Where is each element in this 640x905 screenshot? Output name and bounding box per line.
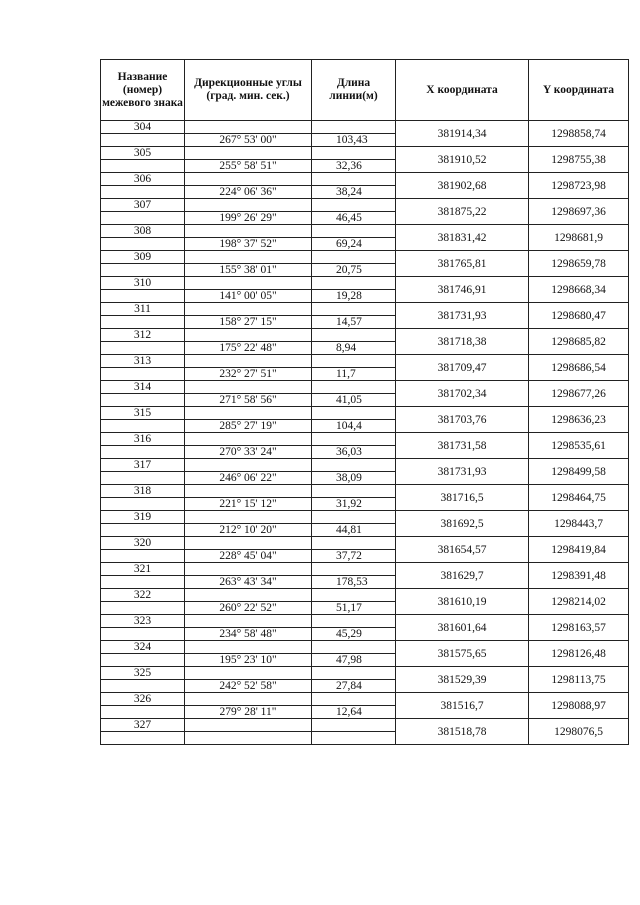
table-row [101, 485, 629, 498]
direction-angle-cell: 242° 52' 58" [185, 680, 312, 693]
name-spacer-cell [101, 134, 185, 147]
x-coordinate-cell: 381875,22 [396, 199, 529, 225]
name-spacer-cell [101, 394, 185, 407]
line-length-cell: 46,45 [312, 212, 396, 225]
x-coordinate-cell: 381692,5 [396, 511, 529, 537]
y-coordinate-cell: 1298858,74 [529, 121, 629, 147]
length-spacer-cell [312, 563, 396, 576]
x-coordinate-cell: 381610,19 [396, 589, 529, 615]
table-row [101, 355, 629, 368]
table-row [101, 225, 629, 238]
angle-spacer-cell [185, 563, 312, 576]
length-spacer-cell [312, 173, 396, 186]
name-spacer-cell [101, 654, 185, 667]
y-coordinate-cell: 1298755,38 [529, 147, 629, 173]
table-row [101, 719, 629, 732]
header-length: Длина линии(м) [312, 60, 396, 121]
x-coordinate-cell: 381765,81 [396, 251, 529, 277]
point-name-cell: 312 [101, 329, 185, 342]
direction-angle-cell [185, 732, 312, 745]
table-row [101, 433, 629, 446]
direction-angle-cell: 228° 45' 04" [185, 550, 312, 563]
point-name-cell: 307 [101, 199, 185, 212]
angle-spacer-cell [185, 719, 312, 732]
direction-angle-cell: 234° 58' 48" [185, 628, 312, 641]
name-spacer-cell [101, 732, 185, 745]
line-length-cell: 104,4 [312, 420, 396, 433]
length-spacer-cell [312, 667, 396, 680]
table-row [101, 251, 629, 264]
x-coordinate-cell: 381529,39 [396, 667, 529, 693]
name-spacer-cell [101, 472, 185, 485]
direction-angle-cell: 141° 00' 05" [185, 290, 312, 303]
name-spacer-cell [101, 550, 185, 563]
x-coordinate-cell: 381703,76 [396, 407, 529, 433]
name-spacer-cell [101, 290, 185, 303]
direction-angle-cell: 195° 23' 10" [185, 654, 312, 667]
point-name-cell: 311 [101, 303, 185, 316]
name-spacer-cell [101, 264, 185, 277]
header-x: X координата [396, 60, 529, 121]
point-name-cell: 318 [101, 485, 185, 498]
x-coordinate-cell: 381910,52 [396, 147, 529, 173]
name-spacer-cell [101, 420, 185, 433]
direction-angle-cell: 232° 27' 51" [185, 368, 312, 381]
direction-angle-cell: 271° 58' 56" [185, 394, 312, 407]
table-row [101, 381, 629, 394]
x-coordinate-cell: 381709,47 [396, 355, 529, 381]
x-coordinate-cell: 381731,93 [396, 459, 529, 485]
point-name-cell: 308 [101, 225, 185, 238]
line-length-cell: 38,24 [312, 186, 396, 199]
point-name-cell: 316 [101, 433, 185, 446]
direction-angle-cell: 285° 27' 19" [185, 420, 312, 433]
y-coordinate-cell: 1298723,98 [529, 173, 629, 199]
angle-spacer-cell [185, 459, 312, 472]
direction-angle-cell: 175° 22' 48" [185, 342, 312, 355]
x-coordinate-cell: 381629,7 [396, 563, 529, 589]
angle-spacer-cell [185, 225, 312, 238]
y-coordinate-cell: 1298697,36 [529, 199, 629, 225]
angle-spacer-cell [185, 407, 312, 420]
line-length-cell: 8,94 [312, 342, 396, 355]
line-length-cell [312, 732, 396, 745]
line-length-cell: 31,92 [312, 498, 396, 511]
length-spacer-cell [312, 251, 396, 264]
length-spacer-cell [312, 589, 396, 602]
direction-angle-cell: 270° 33' 24" [185, 446, 312, 459]
table-row [101, 173, 629, 186]
angle-spacer-cell [185, 485, 312, 498]
angle-spacer-cell [185, 121, 312, 134]
angle-spacer-cell [185, 199, 312, 212]
header-angle: Дирекционные углы (град. мин. сек.) [185, 60, 312, 121]
direction-angle-cell: 221° 15' 12" [185, 498, 312, 511]
y-coordinate-cell: 1298677,26 [529, 381, 629, 407]
point-name-cell: 317 [101, 459, 185, 472]
x-coordinate-cell: 381831,42 [396, 225, 529, 251]
point-name-cell: 304 [101, 121, 185, 134]
boundary-coordinates-table [100, 59, 629, 745]
point-name-cell: 306 [101, 173, 185, 186]
angle-spacer-cell [185, 329, 312, 342]
table-body [101, 121, 629, 745]
line-length-cell: 45,29 [312, 628, 396, 641]
y-coordinate-cell: 1298076,5 [529, 719, 629, 745]
angle-spacer-cell [185, 303, 312, 316]
direction-angle-cell: 224° 06' 36" [185, 186, 312, 199]
direction-angle-cell: 199° 26' 29" [185, 212, 312, 225]
line-length-cell: 36,03 [312, 446, 396, 459]
point-name-cell: 320 [101, 537, 185, 550]
y-coordinate-cell: 1298685,82 [529, 329, 629, 355]
y-coordinate-cell: 1298088,97 [529, 693, 629, 719]
point-name-cell: 314 [101, 381, 185, 394]
angle-spacer-cell [185, 589, 312, 602]
line-length-cell: 37,72 [312, 550, 396, 563]
table-row [101, 511, 629, 524]
x-coordinate-cell: 381575,65 [396, 641, 529, 667]
line-length-cell: 12,64 [312, 706, 396, 719]
direction-angle-cell: 267° 53' 00" [185, 134, 312, 147]
x-coordinate-cell: 381702,34 [396, 381, 529, 407]
name-spacer-cell [101, 212, 185, 225]
y-coordinate-cell: 1298535,61 [529, 433, 629, 459]
table-row [101, 329, 629, 342]
name-spacer-cell [101, 316, 185, 329]
name-spacer-cell [101, 238, 185, 251]
x-coordinate-cell: 381902,68 [396, 173, 529, 199]
point-name-cell: 319 [101, 511, 185, 524]
table-row [101, 407, 629, 420]
y-coordinate-cell: 1298668,34 [529, 277, 629, 303]
length-spacer-cell [312, 641, 396, 654]
direction-angle-cell: 158° 27' 15" [185, 316, 312, 329]
line-length-cell: 20,75 [312, 264, 396, 277]
x-coordinate-cell: 381746,91 [396, 277, 529, 303]
x-coordinate-cell: 381716,5 [396, 485, 529, 511]
name-spacer-cell [101, 602, 185, 615]
y-coordinate-cell: 1298113,75 [529, 667, 629, 693]
length-spacer-cell [312, 225, 396, 238]
direction-angle-cell: 246° 06' 22" [185, 472, 312, 485]
y-coordinate-cell: 1298681,9 [529, 225, 629, 251]
name-spacer-cell [101, 524, 185, 537]
angle-spacer-cell [185, 641, 312, 654]
y-coordinate-cell: 1298636,23 [529, 407, 629, 433]
direction-angle-cell: 155° 38' 01" [185, 264, 312, 277]
y-coordinate-cell: 1298214,02 [529, 589, 629, 615]
table-row [101, 615, 629, 628]
length-spacer-cell [312, 511, 396, 524]
name-spacer-cell [101, 342, 185, 355]
line-length-cell: 41,05 [312, 394, 396, 407]
table-row [101, 277, 629, 290]
length-spacer-cell [312, 121, 396, 134]
table-row [101, 693, 629, 706]
x-coordinate-cell: 381601,64 [396, 615, 529, 641]
line-length-cell: 11,7 [312, 368, 396, 381]
y-coordinate-cell: 1298163,57 [529, 615, 629, 641]
line-length-cell: 103,43 [312, 134, 396, 147]
line-length-cell: 14,57 [312, 316, 396, 329]
name-spacer-cell [101, 706, 185, 719]
length-spacer-cell [312, 693, 396, 706]
table-row [101, 147, 629, 160]
angle-spacer-cell [185, 615, 312, 628]
line-length-cell: 19,28 [312, 290, 396, 303]
y-coordinate-cell: 1298391,48 [529, 563, 629, 589]
x-coordinate-cell: 381516,7 [396, 693, 529, 719]
line-length-cell: 47,98 [312, 654, 396, 667]
line-length-cell: 27,84 [312, 680, 396, 693]
x-coordinate-cell: 381731,58 [396, 433, 529, 459]
length-spacer-cell [312, 381, 396, 394]
x-coordinate-cell: 381731,93 [396, 303, 529, 329]
x-coordinate-cell: 381654,57 [396, 537, 529, 563]
length-spacer-cell [312, 433, 396, 446]
direction-angle-cell: 198° 37' 52" [185, 238, 312, 251]
y-coordinate-cell: 1298126,48 [529, 641, 629, 667]
name-spacer-cell [101, 680, 185, 693]
point-name-cell: 326 [101, 693, 185, 706]
y-coordinate-cell: 1298680,47 [529, 303, 629, 329]
y-coordinate-cell: 1298659,78 [529, 251, 629, 277]
line-length-cell: 178,53 [312, 576, 396, 589]
header-y: Y координата [529, 60, 629, 121]
line-length-cell: 32,36 [312, 160, 396, 173]
angle-spacer-cell [185, 537, 312, 550]
table-row [101, 121, 629, 134]
point-name-cell: 313 [101, 355, 185, 368]
angle-spacer-cell [185, 251, 312, 264]
length-spacer-cell [312, 485, 396, 498]
name-spacer-cell [101, 160, 185, 173]
length-spacer-cell [312, 199, 396, 212]
length-spacer-cell [312, 719, 396, 732]
point-name-cell: 322 [101, 589, 185, 602]
point-name-cell: 323 [101, 615, 185, 628]
header-name: Название (номер) межевого знака [101, 60, 185, 121]
direction-angle-cell: 260° 22' 52" [185, 602, 312, 615]
name-spacer-cell [101, 368, 185, 381]
point-name-cell: 327 [101, 719, 185, 732]
name-spacer-cell [101, 628, 185, 641]
angle-spacer-cell [185, 667, 312, 680]
length-spacer-cell [312, 355, 396, 368]
point-name-cell: 325 [101, 667, 185, 680]
name-spacer-cell [101, 498, 185, 511]
x-coordinate-cell: 381914,34 [396, 121, 529, 147]
angle-spacer-cell [185, 381, 312, 394]
direction-angle-cell: 255° 58' 51" [185, 160, 312, 173]
point-name-cell: 310 [101, 277, 185, 290]
x-coordinate-cell: 381718,38 [396, 329, 529, 355]
length-spacer-cell [312, 329, 396, 342]
x-coordinate-cell: 381518,78 [396, 719, 529, 745]
line-length-cell: 69,24 [312, 238, 396, 251]
table-header-row [101, 60, 629, 121]
table-row [101, 667, 629, 680]
angle-spacer-cell [185, 511, 312, 524]
table-row [101, 459, 629, 472]
line-length-cell: 51,17 [312, 602, 396, 615]
angle-spacer-cell [185, 693, 312, 706]
length-spacer-cell [312, 277, 396, 290]
direction-angle-cell: 263° 43' 34" [185, 576, 312, 589]
length-spacer-cell [312, 407, 396, 420]
point-name-cell: 305 [101, 147, 185, 160]
name-spacer-cell [101, 576, 185, 589]
angle-spacer-cell [185, 173, 312, 186]
length-spacer-cell [312, 303, 396, 316]
y-coordinate-cell: 1298686,54 [529, 355, 629, 381]
table-row [101, 641, 629, 654]
table-row [101, 303, 629, 316]
angle-spacer-cell [185, 147, 312, 160]
point-name-cell: 315 [101, 407, 185, 420]
y-coordinate-cell: 1298419,84 [529, 537, 629, 563]
length-spacer-cell [312, 537, 396, 550]
y-coordinate-cell: 1298499,58 [529, 459, 629, 485]
y-coordinate-cell: 1298443,7 [529, 511, 629, 537]
direction-angle-cell: 279° 28' 11" [185, 706, 312, 719]
direction-angle-cell: 212° 10' 20" [185, 524, 312, 537]
y-coordinate-cell: 1298464,75 [529, 485, 629, 511]
table-row [101, 199, 629, 212]
table-row [101, 563, 629, 576]
point-name-cell: 324 [101, 641, 185, 654]
angle-spacer-cell [185, 433, 312, 446]
name-spacer-cell [101, 186, 185, 199]
table-row [101, 589, 629, 602]
length-spacer-cell [312, 459, 396, 472]
length-spacer-cell [312, 147, 396, 160]
point-name-cell: 321 [101, 563, 185, 576]
angle-spacer-cell [185, 277, 312, 290]
point-name-cell: 309 [101, 251, 185, 264]
angle-spacer-cell [185, 355, 312, 368]
name-spacer-cell [101, 446, 185, 459]
length-spacer-cell [312, 615, 396, 628]
line-length-cell: 44,81 [312, 524, 396, 537]
table-row [101, 537, 629, 550]
line-length-cell: 38,09 [312, 472, 396, 485]
